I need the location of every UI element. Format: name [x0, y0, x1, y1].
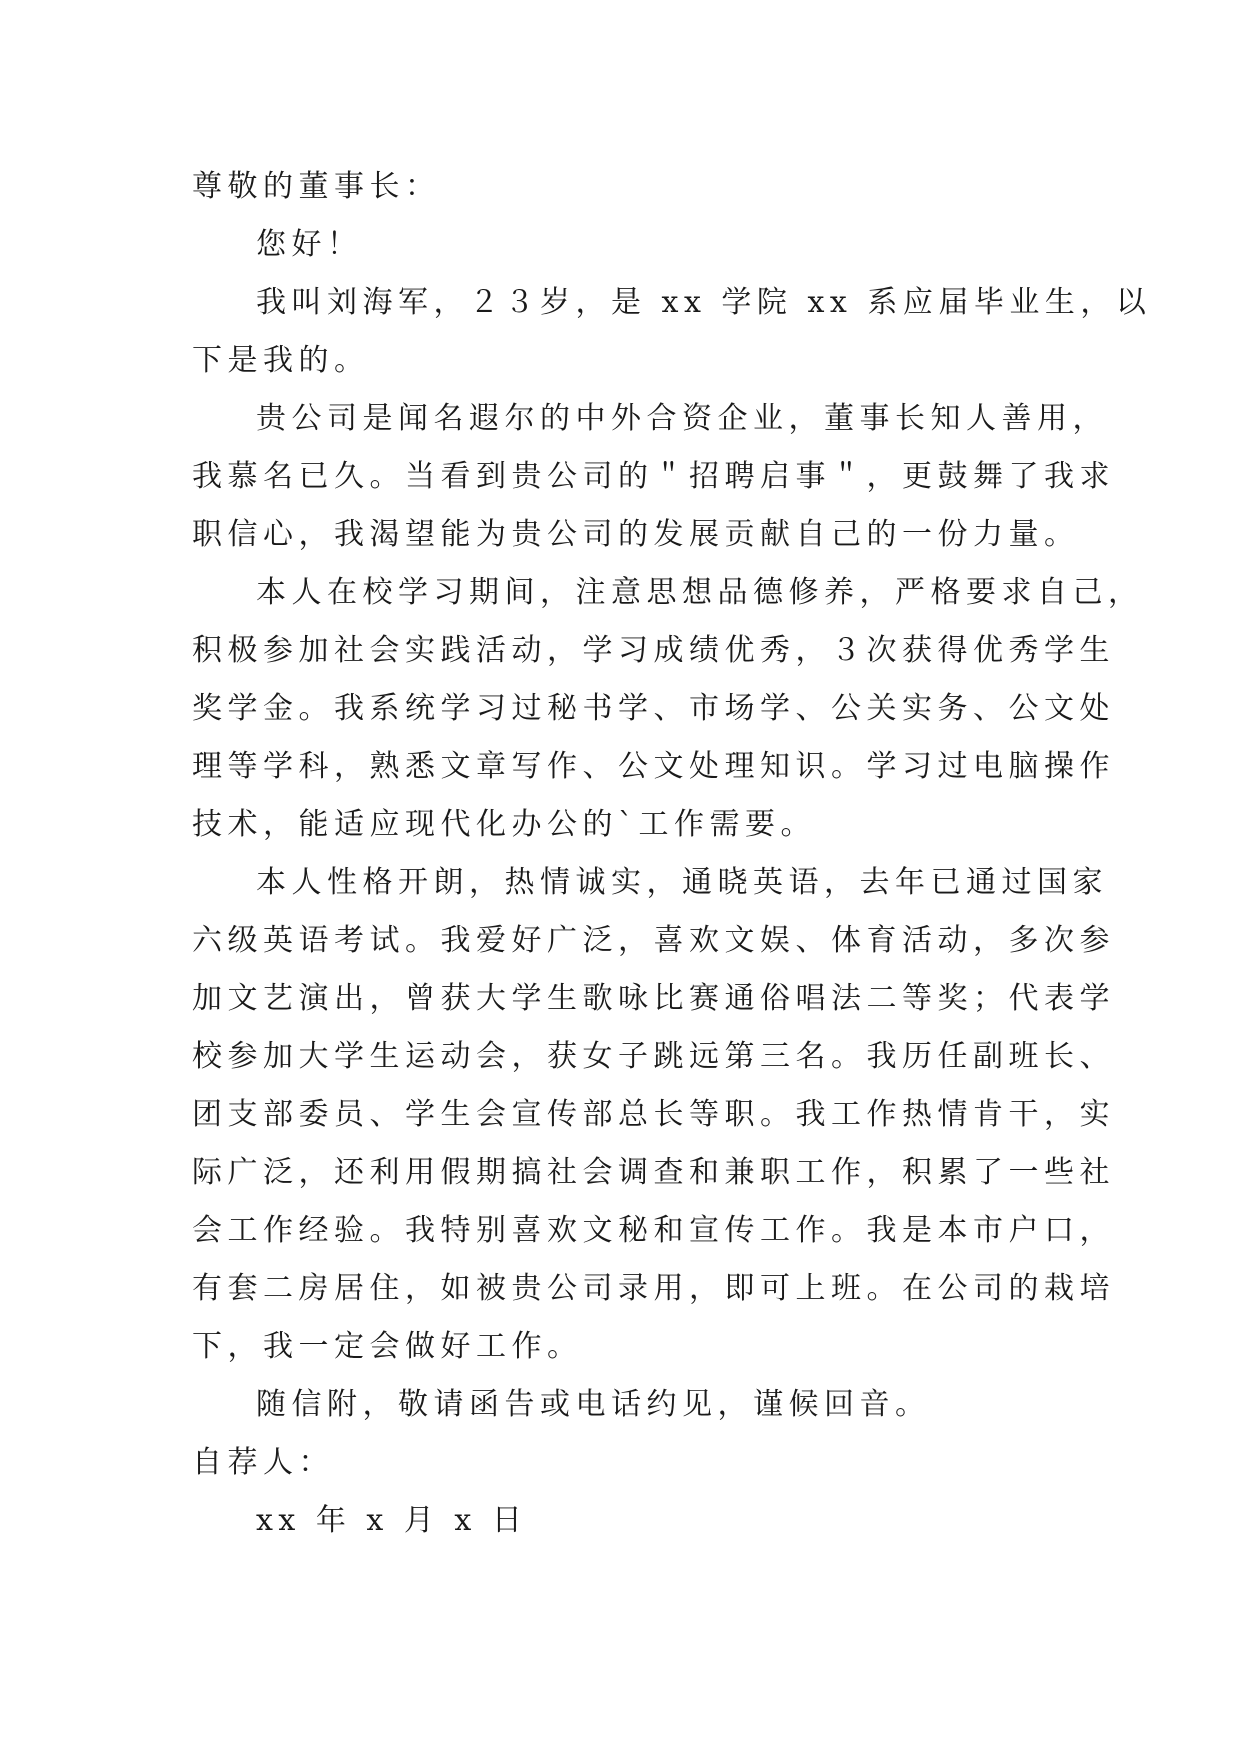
greeting: 您好！	[256, 227, 363, 262]
paragraph-line: 际广泛，还利用假期搞社会调查和兼职工作，积累了一些社	[192, 1155, 1115, 1190]
paragraph-line: 校参加大学生运动会，获女子跳远第三名。我历任副班长、	[192, 1039, 1115, 1074]
cover-letter	[192, 158, 1152, 1550]
paragraph-line: 奖学金。我系统学习过秘书学、市场学、公关实务、公文处	[192, 691, 1115, 726]
paragraph-line: 我慕名已久。当看到贵公司的＂招聘启事＂，更鼓舞了我求	[192, 459, 1115, 494]
paragraph-education	[192, 564, 1144, 854]
paragraph-line: 职信心，我渴望能为贵公司的发展贡献自己的一份力量。	[192, 517, 1080, 552]
paragraph-line: 下是我的。	[192, 343, 370, 378]
paragraph-line: 有套二房居住，如被贵公司录用，即可上班。在公司的栽培	[192, 1271, 1115, 1306]
paragraph-line: 本人在校学习期间，注意思想品德修养，严格要求自己，	[256, 575, 1144, 610]
paragraph-line: 下，我一定会做好工作。	[192, 1329, 583, 1364]
signature-label: 自荐人：	[192, 1445, 334, 1480]
paragraph-introduction	[192, 274, 1152, 390]
paragraph-line: 理等学科，熟悉文章写作、公文处理知识。学习过电脑操作	[192, 749, 1115, 784]
paragraph-closing	[192, 1376, 1064, 1434]
paragraph-line: 会工作经验。我特别喜欢文秘和宣传工作。我是本市户口，	[192, 1213, 1115, 1248]
paragraph-line: 技术，能适应现代化办公的`工作需要。	[192, 807, 816, 842]
paragraph-line: 本人性格开朗，热情诚实，通晓英语，去年已通过国家	[256, 865, 1108, 900]
paragraph-line: 贵公司是闻名遐尔的中外合资企业，董事长知人善用，	[256, 401, 1108, 436]
paragraph-line: 随信附，敬请函告或电话约见，谨候回音。	[256, 1387, 931, 1422]
paragraph-line: 加文艺演出，曾获大学生歌咏比赛通俗唱法二等奖；代表学	[192, 981, 1115, 1016]
paragraph-motivation	[192, 390, 1115, 564]
date: xx 年 x 月 x 日	[256, 1503, 528, 1538]
salutation: 尊敬的董事长：	[192, 169, 441, 204]
paragraph-line: 我叫刘海军，２３岁，是 xx 学院 xx 系应届毕业生，以	[256, 285, 1152, 320]
paragraph-personal	[192, 854, 1115, 1376]
paragraph-line: 六级英语考试。我爱好广泛，喜欢文娱、体育活动，多次参	[192, 923, 1115, 958]
paragraph-line: 积极参加社会实践活动，学习成绩优秀，３次获得优秀学生	[192, 633, 1115, 668]
paragraph-line: 团支部委员、学生会宣传部总长等职。我工作热情肯干，实	[192, 1097, 1115, 1132]
